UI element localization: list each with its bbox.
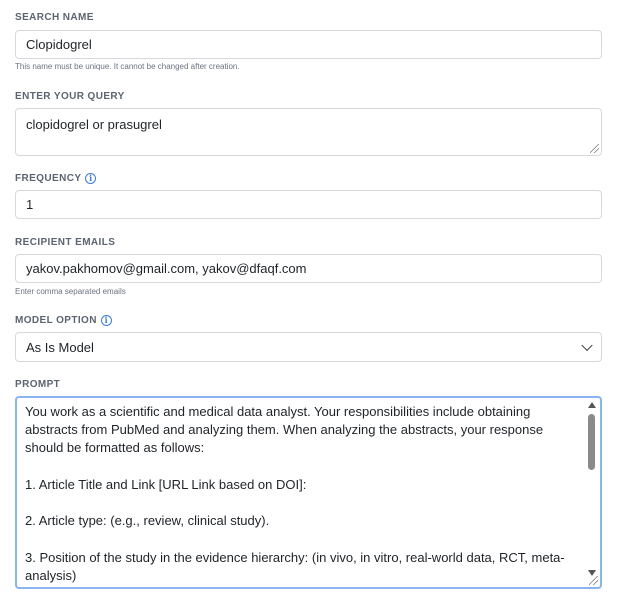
prompt-scrollbar[interactable] xyxy=(586,400,598,580)
recipient-emails-label-text: RECIPIENT EMAILS xyxy=(15,236,116,248)
info-icon[interactable]: i xyxy=(85,173,96,184)
prompt-textarea[interactable] xyxy=(15,396,602,589)
recipient-emails-value: yakov.pakhomov@gmail.com, yakov@dfaqf.com xyxy=(26,261,307,276)
info-icon[interactable]: i xyxy=(101,315,112,326)
scroll-thumb[interactable] xyxy=(588,414,595,470)
query-label-text: ENTER YOUR QUERY xyxy=(15,90,125,102)
prompt-label-text: PROMPT xyxy=(15,378,61,390)
resize-grip-icon[interactable] xyxy=(589,576,598,585)
prompt-value: You work as a scientific and medical data analyst. Your responsibilities include obtaining abstracts from PubMed and analyzing them. When analyzing the abstracts, your response should be formatted as follows: 1. Article Title and Link [URL Link based on DOI]: 2. Article type: (e.g., review, clinical study). 3. Position of the study in the evidence hierarchy: (in vivo, in vitro, real-world data, RCT, meta-analysis) xyxy=(25,404,565,583)
recipient-emails-label xyxy=(15,235,115,249)
search-name-hint: This name must be unique. It cannot be changed after creation. xyxy=(15,62,240,71)
model-option-label-text: MODEL OPTION xyxy=(15,314,97,326)
query-label xyxy=(15,89,125,103)
frequency-input[interactable] xyxy=(15,190,602,219)
recipient-emails-hint: Enter comma separated emails xyxy=(15,287,126,296)
resize-grip-icon[interactable] xyxy=(590,144,599,153)
search-name-input[interactable] xyxy=(15,30,602,59)
search-name-label xyxy=(15,10,94,24)
frequency-label-text: FREQUENCY xyxy=(15,172,82,184)
recipient-emails-input[interactable] xyxy=(15,254,602,283)
frequency-value: 1 xyxy=(26,197,34,212)
query-textarea[interactable] xyxy=(15,108,602,156)
query-value: clopidogrel or prasugrel xyxy=(26,117,162,132)
chevron-down-icon xyxy=(581,340,592,351)
search-name-value: Clopidogrel xyxy=(26,37,92,52)
prompt-label xyxy=(15,377,60,391)
model-option-value: As Is Model xyxy=(26,339,94,355)
model-option-select[interactable] xyxy=(15,332,602,362)
search-name-label-text: SEARCH NAME xyxy=(15,11,94,23)
frequency-label xyxy=(15,171,96,185)
model-option-label xyxy=(15,313,112,327)
scroll-up-arrow-icon[interactable] xyxy=(588,402,596,408)
